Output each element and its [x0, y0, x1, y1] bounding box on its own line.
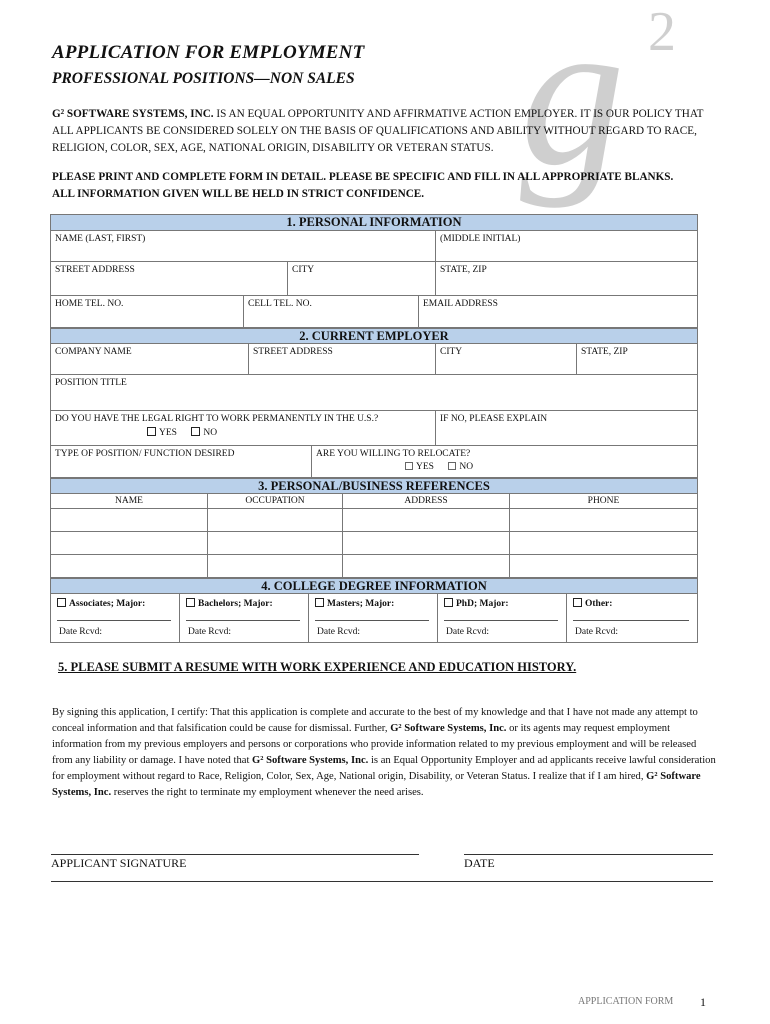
email-label: EMAIL ADDRESS: [423, 299, 498, 309]
section-employer-heading: 2. CURRENT EMPLOYER: [51, 328, 697, 344]
degree-other: [567, 594, 697, 642]
email-field[interactable]: [419, 296, 697, 327]
legal-no-checkbox[interactable]: [191, 427, 200, 436]
ref-col-occupation: OCCUPATION: [208, 494, 343, 508]
other-checkbox[interactable]: [573, 598, 582, 607]
name-field[interactable]: [51, 231, 436, 261]
position-desired-field[interactable]: [51, 446, 312, 477]
ref-1-phone[interactable]: [510, 509, 697, 531]
phd-date-rcvd: Date Rcvd:: [446, 627, 490, 637]
associates-major-line[interactable]: [57, 620, 171, 621]
other-label: Other:: [585, 599, 613, 609]
cell-tel-field[interactable]: [244, 296, 419, 327]
employer-street-label: STREET ADDRESS: [253, 347, 333, 357]
page-number: 1: [700, 995, 706, 1009]
employer-state-zip-field[interactable]: [577, 344, 697, 374]
legal-no-label: NO: [203, 428, 218, 438]
explain-field[interactable]: [436, 411, 697, 445]
employer-street-field[interactable]: [249, 344, 436, 374]
ref-col-name: NAME: [51, 494, 208, 508]
position-title-field[interactable]: [51, 375, 697, 410]
ref-3-occupation[interactable]: [208, 555, 343, 577]
ref-col-phone: PHONE: [587, 496, 620, 506]
masters-major-line[interactable]: [315, 620, 429, 621]
signature-underline: [51, 881, 713, 882]
home-tel-field[interactable]: [51, 296, 244, 327]
degree-bachelors: [180, 594, 309, 642]
cert-part-3: is an Equal Opportunity Employer and ad applicants receive lawful consideration for employment without regard to Race, Religion, Color, Sex, Age, National origin, Disability, or Veteran Status. I realize that if I am hired,: [52, 755, 716, 782]
section-degree-heading: 4. COLLEGE DEGREE INFORMATION: [51, 578, 697, 594]
logo-letter: g: [520, 0, 625, 209]
ref-2-address[interactable]: [343, 532, 510, 554]
ref-1-address[interactable]: [343, 509, 510, 531]
instructions-line-2: ALL INFORMATION GIVEN WILL BE HELD IN STRICT CONFIDENCE.: [52, 188, 425, 200]
bachelors-date-rcvd: Date Rcvd:: [188, 627, 232, 637]
relocate-yes-checkbox[interactable]: [405, 462, 413, 470]
company-name-label: COMPANY NAME: [55, 347, 132, 357]
other-date-rcvd: Date Rcvd:: [575, 627, 619, 637]
eeo-statement: [52, 106, 712, 157]
legal-yes-checkbox[interactable]: [147, 427, 156, 436]
application-form: [50, 214, 698, 643]
page-subtitle: PROFESSIONAL POSITIONS—NON SALES: [52, 70, 355, 87]
position-desired-label: TYPE OF POSITION/ FUNCTION DESIRED: [55, 449, 235, 459]
bachelors-major-line[interactable]: [186, 620, 300, 621]
applicant-signature-label: APPLICANT SIGNATURE: [51, 856, 187, 870]
other-major-line[interactable]: [573, 620, 689, 621]
masters-checkbox[interactable]: [315, 598, 324, 607]
cert-part-1: By signing this application, I certify: That this application is complete and accurate to the best of my knowledge and that I have not made any attempt to conceal information and that falsification could be cause for dismissal. Further,: [52, 707, 698, 734]
ref-2-phone[interactable]: [510, 532, 697, 554]
bachelors-label: Bachelors; Major:: [198, 599, 273, 609]
middle-initial-field[interactable]: [436, 231, 697, 261]
cell-tel-label: CELL TEL. NO.: [248, 299, 312, 309]
home-tel-label: HOME TEL. NO.: [55, 299, 124, 309]
employer-state-zip-label: STATE, ZIP: [581, 347, 628, 357]
section-resume-notice: 5. PLEASE SUBMIT A RESUME WITH WORK EXPERIENCE AND EDUCATION HISTORY.: [58, 660, 577, 674]
section-references-heading: 3. PERSONAL/BUSINESS REFERENCES: [51, 478, 697, 494]
cert-part-2: or its agents may request employment information from my previous employers and persons or corporations who provide information related to my previous employment and will be released from any liability or damage. I have noted that: [52, 723, 697, 766]
logo-superscript: 2: [648, 1, 676, 63]
street-address-field[interactable]: [51, 262, 288, 295]
relocate-no-checkbox[interactable]: [448, 462, 456, 470]
explain-label: IF NO, PLEASE EXPLAIN: [440, 414, 548, 424]
bachelors-checkbox[interactable]: [186, 598, 195, 607]
degree-associates: [51, 594, 180, 642]
state-zip-field[interactable]: [436, 262, 697, 295]
ref-col-address: ADDRESS: [343, 494, 510, 508]
footer-label: APPLICATION FORM: [578, 996, 674, 1007]
legal-yes-label: YES: [159, 428, 177, 438]
city-field[interactable]: [288, 262, 436, 295]
company-name-field[interactable]: [51, 344, 249, 374]
eeo-company: G² SOFTWARE SYSTEMS, INC.: [52, 108, 214, 120]
relocate-field: [312, 446, 697, 477]
table-row: [51, 532, 697, 555]
section-personal-heading: 1. PERSONAL INFORMATION: [51, 215, 697, 231]
relocate-yes-label: YES: [416, 462, 434, 472]
phd-label: PhD; Major:: [456, 599, 509, 609]
ref-3-phone[interactable]: [510, 555, 697, 577]
eeo-text: IS AN EQUAL OPPORTUNITY AND AFFIRMATIVE ACTION EMPLOYER. IT IS OUR POLICY THAT ALL APPLICANTS BE CONSIDERED SOLELY ON THE BASIS OF QUALIFICATIONS AND ABILITY WITHOUT REGARD TO RACE, RELIGION, COLOR, SEX, AGE, NATIONAL ORIGIN, DISABILITY OR VETERAN STATUS.: [52, 108, 704, 154]
associates-date-rcvd: Date Rcvd:: [59, 627, 103, 637]
ref-1-name[interactable]: [51, 509, 208, 531]
ref-2-name[interactable]: [51, 532, 208, 554]
masters-date-rcvd: Date Rcvd:: [317, 627, 361, 637]
phd-checkbox[interactable]: [444, 598, 453, 607]
ref-3-address[interactable]: [343, 555, 510, 577]
state-zip-label: STATE, ZIP: [440, 265, 487, 275]
legal-right-label: DO YOU HAVE THE LEGAL RIGHT TO WORK PERMANENTLY IN THE U.S.?: [55, 414, 379, 424]
city-label: CITY: [292, 265, 315, 275]
relocate-no-label: NO: [459, 462, 474, 472]
degree-phd: [438, 594, 567, 642]
instructions: [52, 169, 712, 203]
ref-1-occupation[interactable]: [208, 509, 343, 531]
degree-masters: [309, 594, 438, 642]
date-label: DATE: [464, 856, 495, 870]
position-title-label: POSITION TITLE: [55, 378, 127, 388]
associates-label: Associates; Major:: [69, 599, 146, 609]
phd-major-line[interactable]: [444, 620, 558, 621]
table-row: [51, 555, 697, 578]
cert-company-3: G² Software Systems, Inc.: [52, 771, 701, 798]
legal-right-field: [51, 411, 436, 445]
applicant-signature-line[interactable]: [51, 854, 419, 855]
cert-company-1: G² Software Systems, Inc.: [390, 723, 507, 734]
masters-label: Masters; Major:: [327, 599, 395, 609]
date-line[interactable]: [464, 854, 713, 855]
table-row: [51, 509, 697, 532]
cert-part-4: reserves the right to terminate my employment whenever the need arises.: [111, 787, 424, 798]
cert-company-2: G² Software Systems, Inc.: [252, 755, 369, 766]
ref-2-occupation[interactable]: [208, 532, 343, 554]
page-title: APPLICATION FOR EMPLOYMENT: [52, 42, 365, 63]
street-address-label: STREET ADDRESS: [55, 265, 135, 275]
employer-city-label: CITY: [440, 347, 463, 357]
ref-3-name[interactable]: [51, 555, 208, 577]
associates-checkbox[interactable]: [57, 598, 66, 607]
instructions-line-1: PLEASE PRINT AND COMPLETE FORM IN DETAIL. PLEASE BE SPECIFIC AND FILL IN ALL APPROPRIATE BLANKS.: [52, 171, 674, 183]
middle-initial-label: (MIDDLE INITIAL): [440, 234, 521, 244]
employer-city-field[interactable]: [436, 344, 577, 374]
name-label: NAME (LAST, FIRST): [55, 234, 146, 244]
relocate-label: ARE YOU WILLING TO RELOCATE?: [316, 449, 471, 459]
certification-text: [52, 705, 716, 801]
